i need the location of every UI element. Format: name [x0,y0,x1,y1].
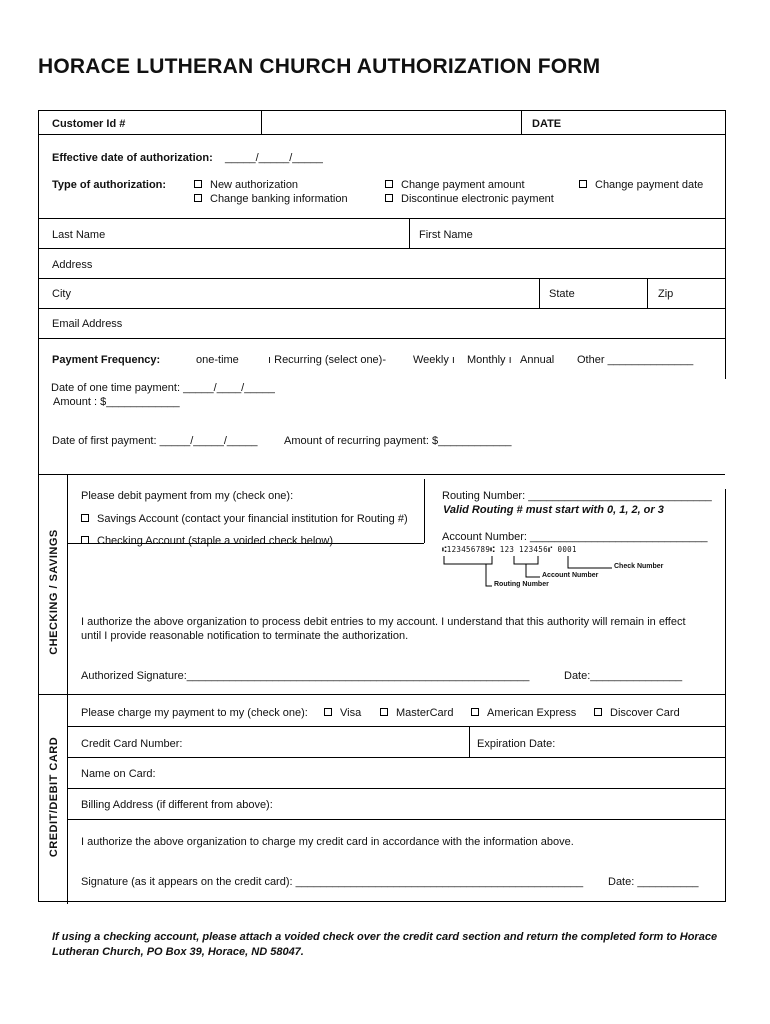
date-label: DATE [532,118,562,130]
amex-label: American Express [487,707,577,719]
divider [39,308,725,309]
divider [67,757,725,758]
checkbox[interactable] [81,536,89,544]
customer-id-field[interactable] [263,113,518,132]
checking-option[interactable] [81,535,333,547]
checkbox[interactable] [471,708,479,716]
divider [39,278,725,279]
authorization-form [38,110,726,902]
debit-authorization-text-1: I authorize the above organization to process debit entries to my account. I understand that this authority will remain in effect [81,616,686,628]
customer-id-label: Customer Id # [52,118,126,130]
divider [647,278,648,308]
onetime-amount[interactable]: Amount : $____________ [53,396,180,408]
option-label: New authorization [210,179,299,191]
effective-date-field[interactable]: _____/_____/_____ [225,152,323,164]
option-label: Change banking information [210,193,348,205]
divider [409,218,410,248]
option-label: Change payment date [595,179,704,191]
frequency-monthly[interactable]: Monthly ı [467,354,512,366]
last-name-label: Last Name [52,229,106,241]
email-label: Email Address [52,318,123,330]
card-date[interactable]: Date: __________ [608,876,699,888]
divider [539,278,540,308]
type-label: Type of authorization: [52,179,167,191]
recurring-amount[interactable]: Amount of recurring payment: $____________ [284,435,512,447]
checkbox[interactable] [81,514,89,522]
card-side-label: CREDIT/DEBIT CARD [48,736,60,858]
mastercard-label: MasterCard [396,707,454,719]
frequency-label: Payment Frequency: [52,354,161,366]
checking-label: Checking Account (staple a voided check below) [97,535,334,547]
checkbox[interactable] [579,180,587,188]
option-change-banking[interactable] [194,193,348,205]
section-divider [67,474,68,904]
debit-prompt: Please debit payment from my (check one): [81,490,294,502]
weekly-label: Weekly [413,354,449,366]
checkbox[interactable] [594,708,602,716]
monthly-label: Monthly [467,354,506,366]
name-on-card-label: Name on Card: [81,768,156,780]
footer-note: If using a checking account, please attach a voided check over the credit card section and return the completed form to Horace Lutheran Church, PO Box 39, Horace, ND 58047. [52,931,718,958]
checkbox[interactable] [385,194,393,202]
checkbox[interactable] [324,708,332,716]
routing-number-label: Routing Number [494,581,549,588]
amex-option[interactable] [471,707,576,719]
border-gap [723,379,729,489]
authorized-signature[interactable]: Authorized Signature:________________________________________________________ [81,670,530,682]
first-payment-date[interactable]: Date of first payment: _____/_____/_____ [52,435,258,447]
divider [469,726,470,757]
divider [39,248,725,249]
checkbox[interactable] [380,708,388,716]
onetime-date[interactable]: Date of one time payment: _____/____/_____ [51,382,275,394]
card-authorization-text: I authorize the above organization to charge my credit card in accordance with the information above. [81,836,574,848]
debit-authorization-text-2: until I provide reasonable notification to terminate the authorization. [81,630,409,642]
discover-label: Discover Card [610,707,680,719]
checkbox[interactable] [385,180,393,188]
divider [39,338,725,339]
discover-option[interactable] [594,707,680,719]
first-name-label: First Name [419,229,473,241]
state-label: State [549,288,575,300]
divider [39,218,725,219]
option-label: Change payment amount [401,179,525,191]
savings-option[interactable] [81,513,408,525]
divider [521,111,522,134]
billing-address-label: Billing Address (if different from above): [81,799,273,811]
divider [67,474,424,475]
micr-line: ⑆123456789⑆ 123 123456⑈ 0001 [442,545,577,554]
routing-number-field[interactable]: Routing Number: ______________________________ [442,490,712,502]
address-label: Address [52,259,93,271]
routing-note: Valid Routing # must start with 0, 1, 2, or 3 [443,504,664,516]
frequency-weekly[interactable]: Weekly ı [413,354,455,366]
checkbox[interactable] [194,180,202,188]
frequency-onetime[interactable]: one-time [196,354,239,366]
divider [424,479,425,543]
checkbox[interactable] [194,194,202,202]
card-signature[interactable]: Signature (as it appears on the credit card): _______________________________________________ [81,876,584,888]
option-discontinue[interactable] [385,193,554,205]
debit-date[interactable]: Date:_______________ [564,670,683,682]
effective-date-label: Effective date of authorization: [52,152,213,164]
visa-option[interactable] [324,707,361,719]
expiration-label: Expiration Date: [477,738,556,750]
frequency-annual[interactable]: Annual [520,354,555,366]
frequency-recurring[interactable]: ı Recurring (select one)- [268,354,386,366]
city-label: City [52,288,71,300]
divider [67,819,725,820]
visa-label: Visa [340,707,362,719]
divider [39,694,725,695]
account-number-label: Account Number [542,572,599,579]
zip-label: Zip [658,288,674,300]
divider [261,111,262,134]
card-number-label: Credit Card Number: [81,738,183,750]
check-number-label: Check Number [614,563,664,570]
frequency-other[interactable]: Other ______________ [577,354,694,366]
option-change-date[interactable] [579,179,703,191]
option-change-amount[interactable] [385,179,525,191]
charge-prompt: Please charge my payment to my (check one): [81,707,308,719]
divider [67,788,725,789]
form-title: HORACE LUTHERAN CHURCH AUTHORIZATION FORM [38,55,601,78]
option-label: Discontinue electronic payment [401,193,554,205]
recurring-label: Recurring (select one)- [274,354,386,366]
mastercard-option[interactable] [380,707,453,719]
checking-side-label: CHECKING / SAVINGS [48,529,60,655]
divider [39,134,725,135]
option-new[interactable] [194,179,298,191]
divider [67,726,725,727]
account-number-field[interactable]: Account Number: _____________________________ [442,531,708,543]
savings-label: Savings Account (contact your financial institution for Routing #) [97,513,408,525]
